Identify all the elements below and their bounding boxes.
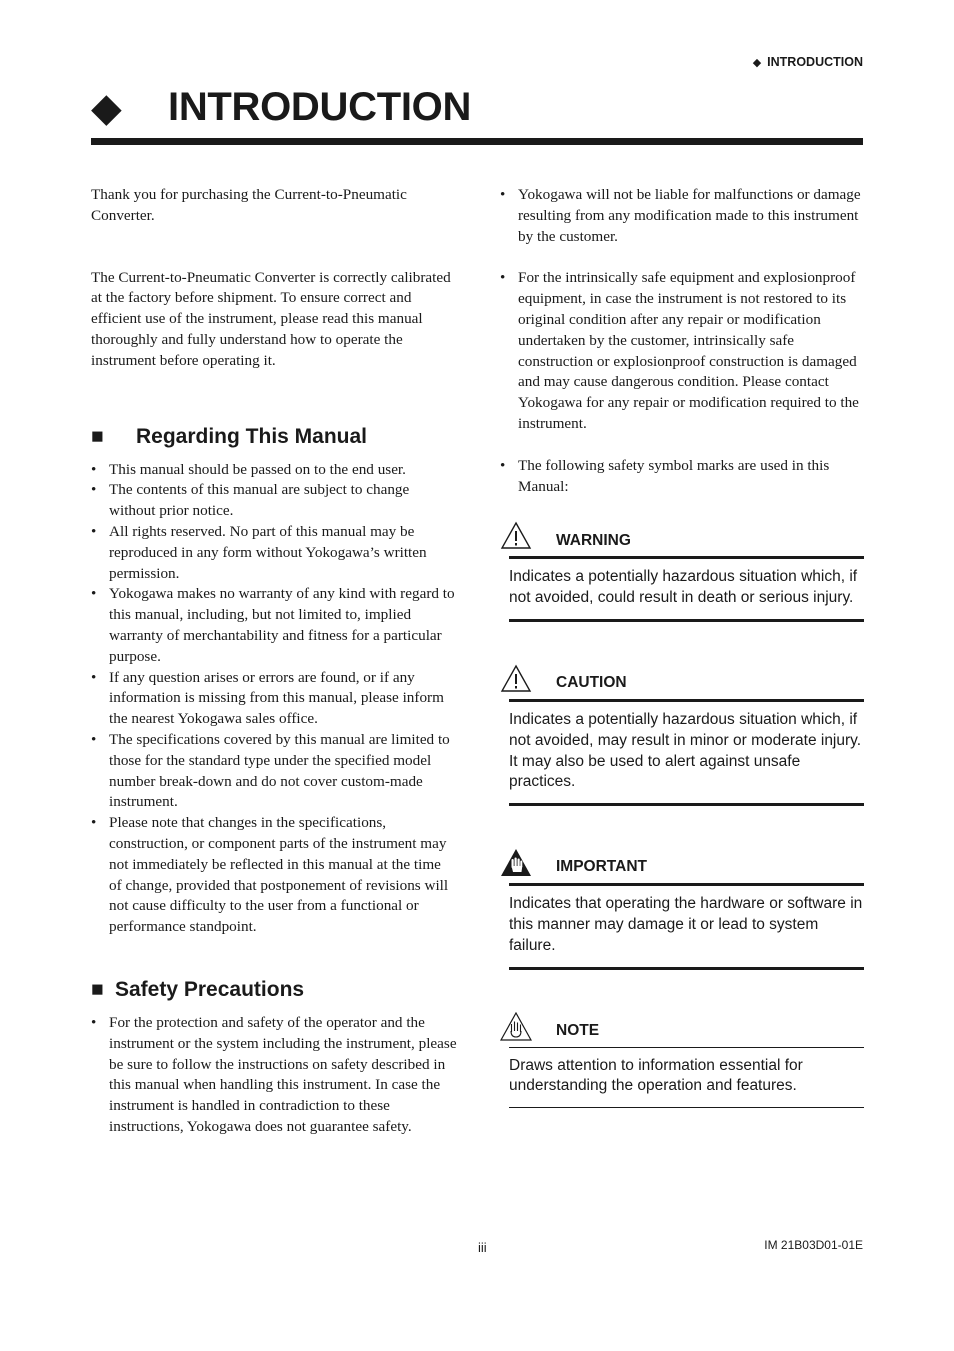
list-item: • Yokogawa will not be liable for malfunctions or damage resulting from any modification made to this instrument by the customer. <box>500 185 864 247</box>
warning-notice <box>500 521 864 622</box>
right-list <box>500 185 864 497</box>
notice-label: CAUTION <box>556 674 627 692</box>
left-column <box>91 185 457 1138</box>
notice-body: Indicates a potentially hazardous situation which, if not avoided, could result in death or serious injury. <box>509 568 858 607</box>
list-item: • The specifications covered by this manual are limited to those for the standard type under the specified model number break-down and do not cover custom-made instrument. <box>91 730 457 813</box>
running-header-text: INTRODUCTION <box>767 55 863 69</box>
section-heading-safety <box>91 977 457 1003</box>
hand-stop-icon <box>500 848 532 878</box>
notice-body: Indicates that operating the hardware or software in this manner may damage it or lead to system failure. <box>509 895 863 954</box>
intro-paragraph-1: Thank you for purchasing the Current-to-Pneumatic Converter. <box>91 186 407 224</box>
caution-notice <box>500 664 864 806</box>
list-item: • If any question arises or errors are found, or if any information is missing from this manual, please inform the nearest Yokogawa sales office. <box>91 668 457 730</box>
list-item: • The following safety symbol marks are used in this Manual: <box>500 456 864 498</box>
list-item: • All rights reserved. No part of this manual may be reproduced in any form without Yokogawa’s written permission. <box>91 522 457 584</box>
title-rule <box>91 138 863 145</box>
right-column <box>500 185 864 1108</box>
caution-triangle-icon <box>500 664 532 694</box>
section-heading-text: Safety Precautions <box>115 977 305 1001</box>
list-item: • Yokogawa makes no warranty of any kind with regard to this manual, including, but not limited to, implied warranty of merchantability and fitness for a particular purpose. <box>91 584 457 667</box>
notice-label: NOTE <box>556 1021 600 1039</box>
document-id: IM 21B03D01-01E <box>764 1238 863 1252</box>
list-item: • For the protection and safety of the operator and the instrument or the system including the instrument, please be sure to follow the instructions on safety described in this manual when handling this instrument. In case the instrument is handled in contradiction to these instructions, Yokogawa does not guarantee safety. <box>91 1013 457 1138</box>
regarding-list <box>91 460 457 938</box>
notice-label: IMPORTANT <box>556 858 647 876</box>
page-title-text: INTRODUCTION <box>168 85 472 129</box>
hand-outline-icon <box>500 1012 532 1042</box>
safety-list <box>91 1013 457 1138</box>
page-title <box>91 82 863 138</box>
square-bullet-icon: ■ <box>91 424 104 448</box>
list-item: • The contents of this manual are subject to change without prior notice. <box>91 480 457 522</box>
list-item: • This manual should be passed on to the end user. <box>91 460 457 481</box>
note-notice <box>500 1012 864 1109</box>
notice-body: Draws attention to information essential for understanding the operation and features. <box>509 1056 803 1095</box>
section-heading-text: Regarding This Manual <box>136 424 368 448</box>
list-item: • Please note that changes in the specifications, construction, or component parts of the instrument may not immediately be reflected in this manual at the time of change, provided that postponement of revisions will not cause difficulty to the user from a functional or performance standpoint. <box>91 813 457 938</box>
page-number: iii <box>478 1240 487 1255</box>
section-heading-regarding <box>91 424 457 450</box>
warning-triangle-icon <box>500 521 532 551</box>
title-diamond-icon: ◆ <box>91 86 122 130</box>
diamond-icon: ◆ <box>752 57 762 69</box>
list-item: • For the intrinsically safe equipment and explosionproof equipment, in case the instrument is not restored to its original condition after any repair or modification undertaken by the customer, intrinsically safe construction or explosionproof construction is damaged and may cause dangerous condition. Please contact Yokogawa for any repair or modification required to the instrument. <box>500 268 864 434</box>
square-bullet-icon: ■ <box>91 977 104 1001</box>
important-notice <box>500 848 864 969</box>
intro-paragraph-2: The Current-to-Pneumatic Converter is correctly calibrated at the factory before shipment. To ensure correct and efficient use of the instrument, please read this manual thoroughly and fully understand how to operate the instrument before operating it. <box>91 268 451 369</box>
notice-body: Indicates a potentially hazardous situation which, if not avoided, may result in minor or moderate injury. It may also be used to alert against unsafe practices. <box>509 710 862 791</box>
running-header <box>753 55 863 69</box>
notice-label: WARNING <box>556 531 631 549</box>
